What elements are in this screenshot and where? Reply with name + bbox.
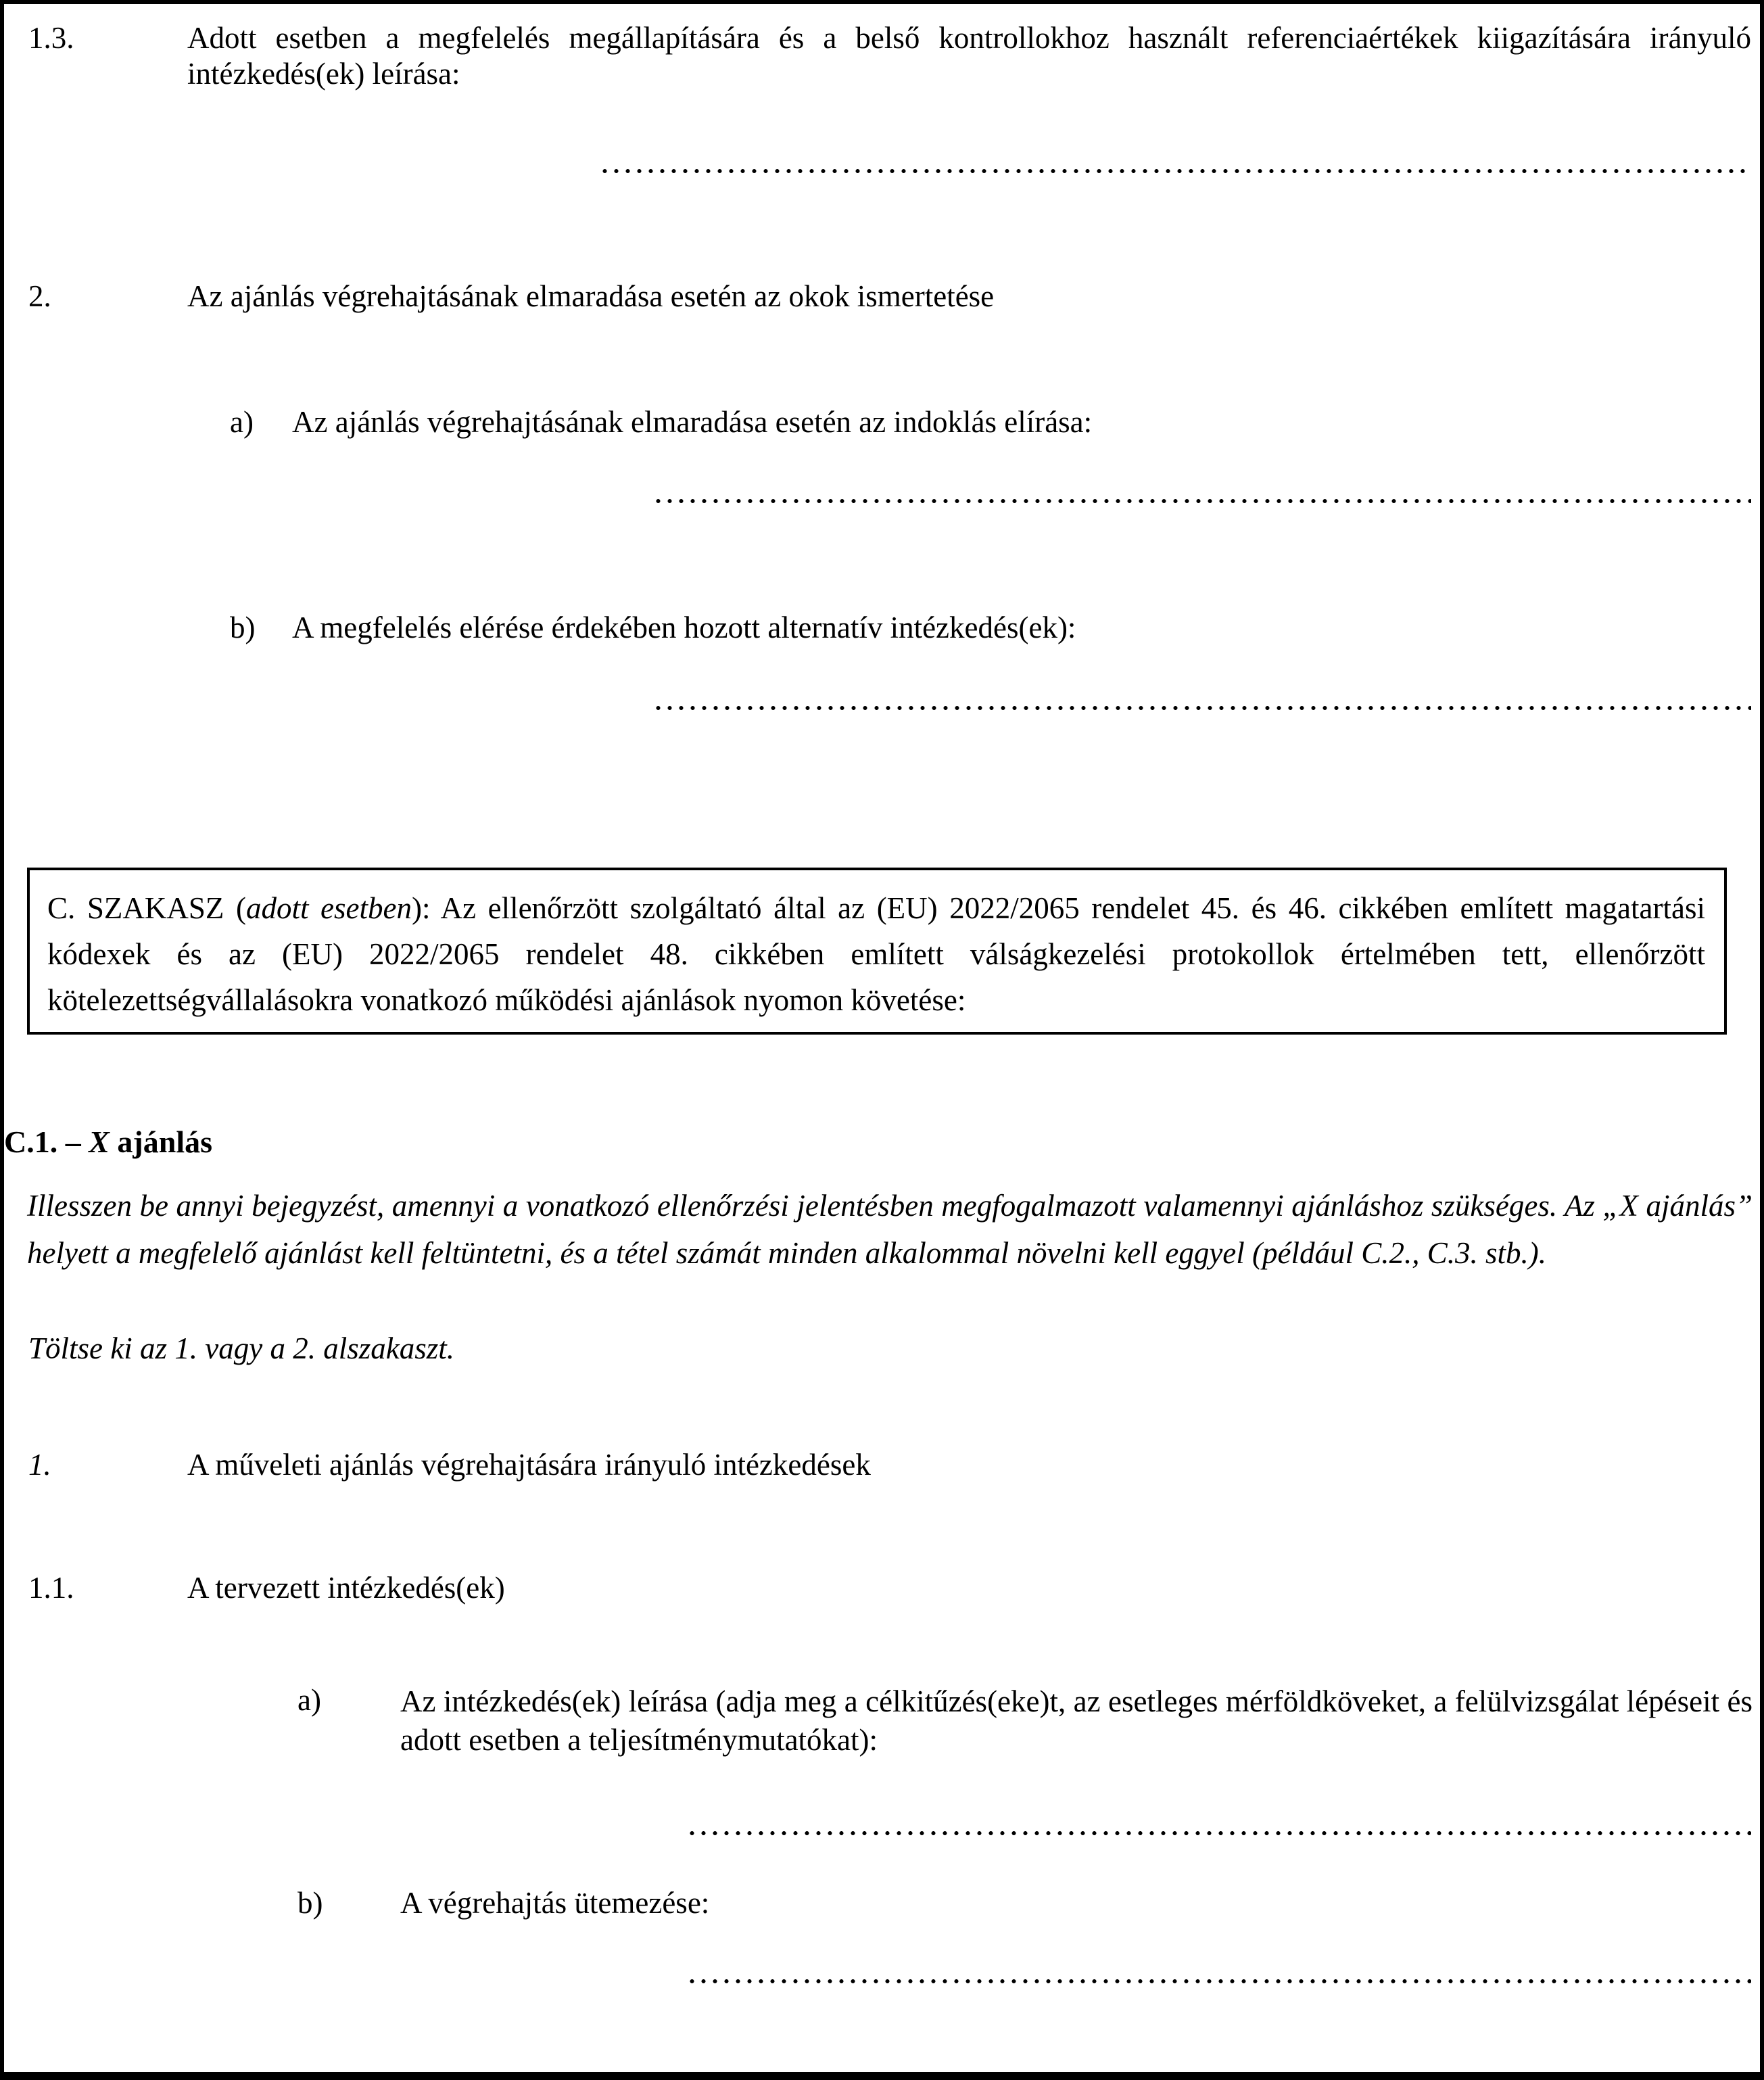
subsection-1-title: A műveleti ajánlás végrehajtására irányuló intézkedések	[187, 1448, 871, 1482]
item-1-1-number: 1.1.	[28, 1571, 74, 1605]
item-1-1-b-text: A végrehajtás ütemezése:	[400, 1886, 710, 1920]
note-c1-instructions: Illesszen be annyi bejegyzést, amennyi a vonatkozó ellenőrzési jelentésben megfogalmazott valamennyi ajánláshoz szükséges. Az „X ajánlás” helyett a megfelelő ajánlást kell feltüntetni, és a tétel számát minden alkalommal növelni kell eggyel (például C.2., C.3. stb.).	[27, 1189, 1753, 1270]
item-1-1-b-marker: b)	[297, 1886, 323, 1920]
item-2a-text: Az ajánlás végrehajtásának elmaradása esetén az indoklás elírása:	[292, 405, 1093, 439]
section-c-lead: C. SZAKASZ (	[47, 891, 246, 925]
item-2a-marker: a)	[230, 405, 254, 439]
dotted-answer-line-2	[652, 498, 1751, 504]
dotted-answer-line-4	[686, 1830, 1751, 1837]
item-1-3-number: 1.3.	[28, 21, 74, 55]
heading-c1	[4, 1124, 212, 1160]
section-2-number: 2.	[28, 279, 51, 313]
item-1-1-a-text: Az intézkedés(ek) leírása (adja meg a célkitűzés(eke)t, az esetleges mérföldköveket, a felülvizsgálat lépéseit és adott esetben a teljesítménymutatókat):	[400, 1684, 1753, 1757]
item-2b-text: A megfelelés elérése érdekében hozott alternatív intézkedés(ek):	[292, 611, 1076, 644]
item-1-1-title: A tervezett intézkedés(ek)	[187, 1571, 505, 1605]
item-2b-marker: b)	[230, 611, 256, 644]
dotted-answer-line-5	[686, 1978, 1751, 1985]
section-c-rest: ): Az ellenőrzött szolgáltató által az (EU) 2022/2065 rendelet 45. és 46. cikkében említett magatartási kódexek és az (EU) 2022/2065 rendelet 48. cikkében említett válságkezelési protokollok értelmében tett, ellenőrzött kötelezettségvállalásokra vonatkozó működési ajánlások nyomon követése:	[47, 891, 1705, 1017]
item-1-1-a-marker: a)	[297, 1683, 321, 1717]
dotted-answer-line-3	[652, 705, 1751, 711]
section-c-box	[27, 868, 1727, 1035]
heading-c1-prefix: C.1. –	[4, 1125, 89, 1159]
heading-c1-variable: X	[89, 1125, 110, 1159]
item-1-3-text: Adott esetben a megfelelés megállapítására és a belső kontrollokhoz használt referenciaértékek kiigazítására irányuló intézkedés(ek) leírása:	[187, 21, 1751, 91]
section-c-lead-italic: adott esetben	[245, 891, 412, 925]
section-2-title: Az ajánlás végrehajtásának elmaradása esetén az okok ismertetése	[187, 279, 995, 313]
dotted-answer-line-1	[599, 168, 1751, 174]
subsection-1-number: 1.	[28, 1448, 51, 1482]
heading-c1-suffix: ajánlás	[109, 1125, 213, 1159]
note-fill-subsection: Töltse ki az 1. vagy a 2. alszakaszt.	[28, 1331, 454, 1365]
